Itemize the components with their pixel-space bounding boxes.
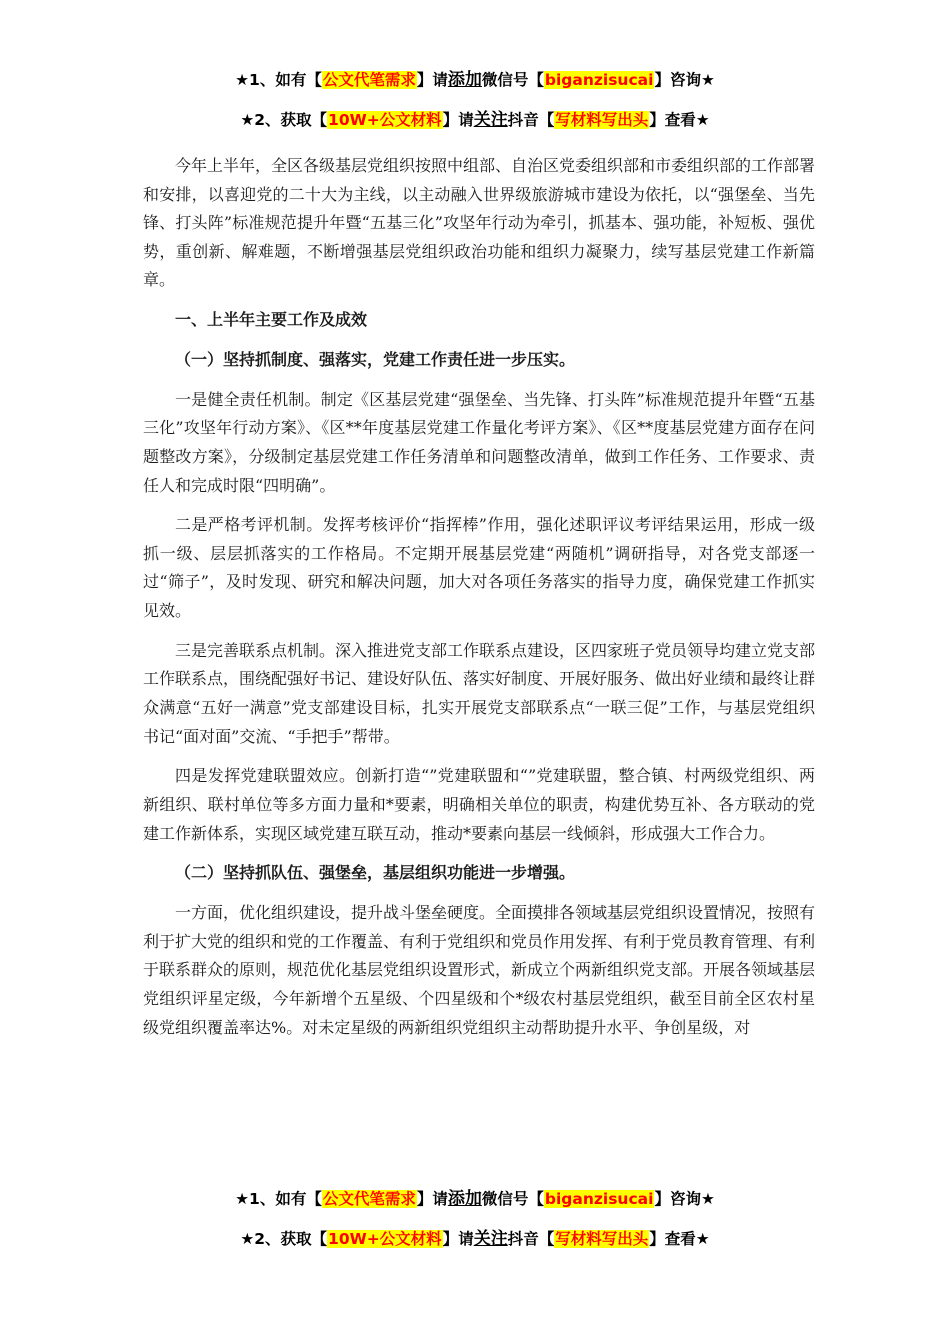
document-body — [143, 152, 815, 1053]
banner-text: 】咨询★ — [654, 1190, 715, 1208]
banner-text: 微信号【 — [481, 1190, 544, 1208]
banner-text: ★1、如有【 — [235, 1190, 322, 1208]
banner-text: 】请 — [442, 111, 474, 129]
banner-text: 】请 — [416, 1190, 448, 1208]
banner-text: 】查看★ — [649, 111, 710, 129]
banner-highlight: 写材料写出头 — [555, 111, 649, 129]
body-paragraph-5: 一方面，优化组织建设，提升战斗堡垒硬度。全面摸排各领域基层党组织设置情况，按照有利于扩大党的组织和党的工作覆盖、有利于党组织和党员作用发挥、有利于党员教育管理、有利于联系群众的原则，规范优化基层党组织设置形式，新成立个两新组织党支部。开展各领域基层党组织评星定级，今年新增个五星级、个四星级和个*级农村基层党组织，截至目前全区农村星级党组织覆盖率达%。对未定星级的两新组织党组织主动帮助提升水平、争创星级，对 — [143, 903, 816, 1037]
banner-text: 】查看★ — [649, 1230, 710, 1248]
footer-banner-line-2 — [0, 1227, 950, 1251]
banner-text: 微信号【 — [481, 71, 544, 89]
banner-text: 抖音【 — [507, 111, 555, 129]
banner-text: ★2、获取【 — [240, 1230, 328, 1248]
banner-highlight: 10W+公文材料 — [328, 111, 442, 129]
footer-banner-line-1 — [0, 1187, 950, 1211]
banner-text: ★2、获取【 — [240, 111, 328, 129]
banner-underline: 关注 — [473, 110, 508, 130]
body-paragraph-4: 四是发挥党建联盟效应。创新打造“”党建联盟和“”党建联盟，整合镇、村两级党组织、两新组织、联村单位等多方面力量和*要素，明确相关单位的职责，构建优势互补、各方联动的党建工作新体系，实现区域党建互联互动，推动*要素向基层一线倾斜，形成强大工作合力。 — [143, 766, 815, 843]
banner-underline: 添加 — [447, 1189, 482, 1209]
banner-highlight: 10W+公文材料 — [328, 1230, 442, 1248]
banner-text: 抖音【 — [507, 1230, 555, 1248]
body-paragraph-1: 一是健全责任机制。制定《区基层党建“强堡垒、当先锋、打头阵”标准规范提升年暨“五基三化”攻坚年行动方案》、《区**年度基层党建工作量化考评方案》、《区**度基层党建方面存在问题整改方案》，分级制定基层党建工作任务清单和问题整改清单，做到工作任务、工作要求、责任人和完成时限“四明确”。 — [143, 389, 815, 495]
banner-highlight: 公文代笔需求 — [322, 71, 416, 89]
subsection-heading-2: （二）坚持抓队伍、强堡垒，基层组织功能进一步增强。 — [175, 863, 576, 883]
banner-text: ★1、如有【 — [235, 71, 322, 89]
banner-underline: 添加 — [447, 70, 482, 90]
banner-text: 】请 — [442, 1230, 474, 1248]
banner-highlight: biganzisucai — [544, 1190, 654, 1208]
section-heading-1: 一、上半年主要工作及成效 — [175, 310, 368, 330]
subsection-heading-1: （一）坚持抓制度、强落实，党建工作责任进一步压实。 — [175, 349, 576, 369]
banner-text: 】咨询★ — [654, 71, 715, 89]
body-paragraph-3: 三是完善联系点机制。深入推进党支部工作联系点建设，区四家班子党员领导均建立党支部工作联系点，围绕配强好书记、建设好队伍、落实好制度、开展好服务、做出好业绩和最终让群众满意“五好一满意”党支部建设目标，扎实开展党支部联系点“一联三促”工作，与基层党组织书记“面对面”交流、“手把手”帮带。 — [143, 640, 816, 746]
banner-highlight: biganzisucai — [544, 71, 654, 89]
intro-paragraph: 今年上半年，全区各级基层党组织按照中组部、自治区党委组织部和市委组织部的工作部署和安排，以喜迎党的二十大为主线，以主动融入世界级旅游城市建设为依托，以“强堡垒、当先锋、打头阵”标准规范提升年暨“五基三化”攻坚年行动为牵引，抓基本、强功能，补短板、强优势，重创新、解难题，不断增强基层党组织政治功能和组织力凝聚力，续写基层党建工作新篇章。 — [143, 156, 816, 290]
banner-underline: 关注 — [473, 1229, 508, 1249]
banner-text: 】请 — [416, 71, 448, 89]
banner-highlight: 公文代笔需求 — [322, 1190, 416, 1208]
banner-highlight: 写材料写出头 — [555, 1230, 649, 1248]
body-paragraph-2: 二是严格考评机制。发挥考核评价“指挥棒”作用，强化述职评议考评结果运用，形成一级抓一级、层层抓落实的工作格局。不定期开展基层党建“两随机”调研指导，对各党支部逐一过“筛子”，及时发现、研究和解决问题，加大对各项任务落实的指导力度，确保党建工作抓实见效。 — [143, 515, 815, 621]
